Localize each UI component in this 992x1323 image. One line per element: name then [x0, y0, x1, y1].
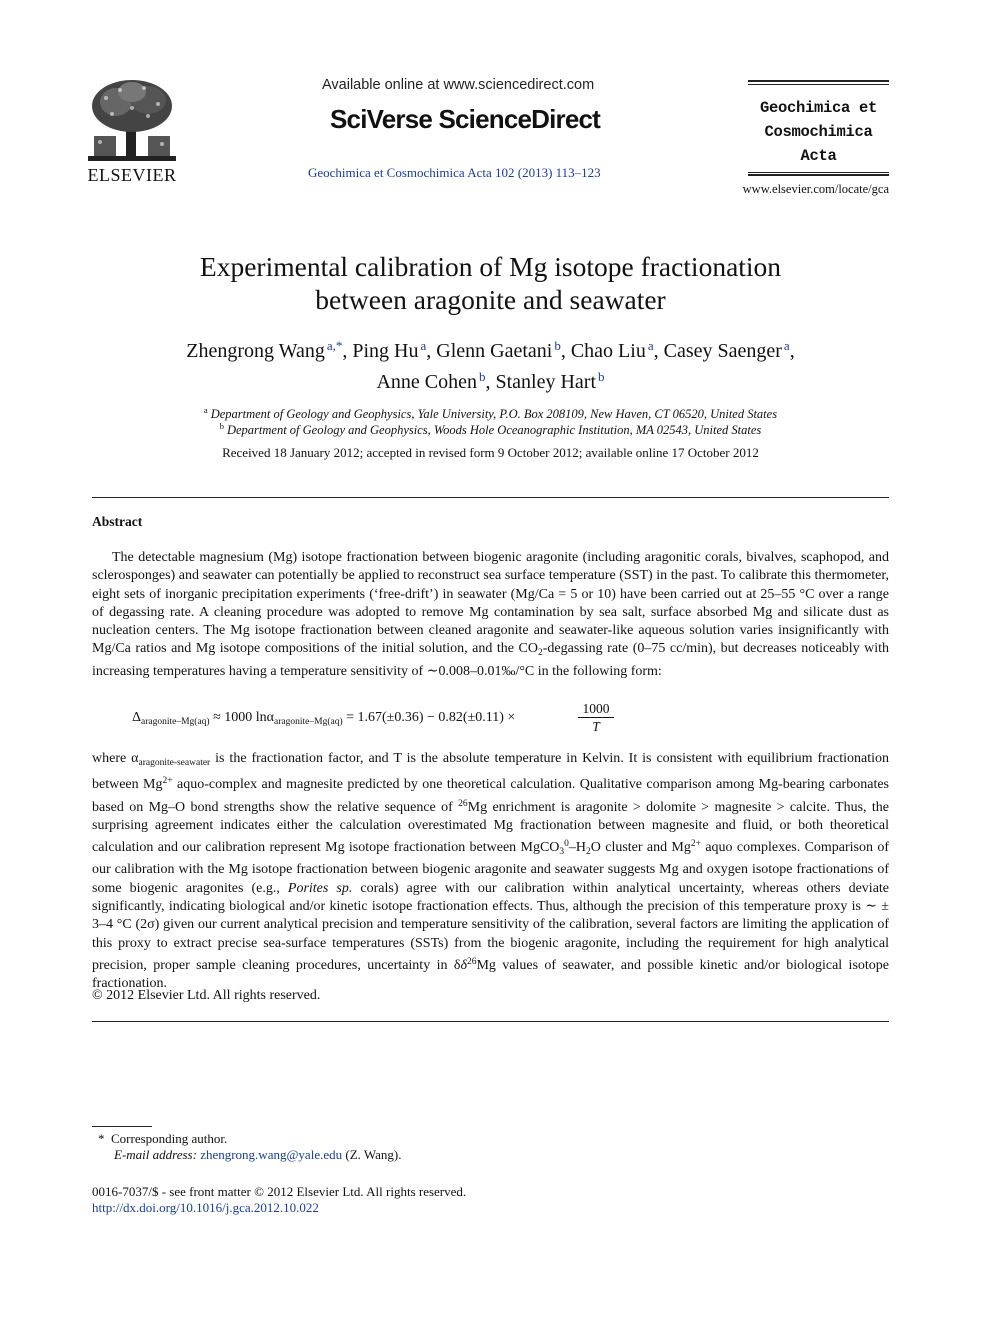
- issn-line: 0016-7037/$ - see front matter © 2012 Elsevier Ltd. All rights reserved.: [92, 1184, 467, 1199]
- title-line: Experimental calibration of Mg isotope fractionation: [199, 251, 782, 282]
- author-affiliation-mark: a: [647, 338, 654, 353]
- elsevier-logo: [80, 78, 184, 185]
- article-title: [92, 250, 889, 316]
- abstract-paragraph-1: The detectable magnesium (Mg) isotope fractionation between biogenic aragonite (including aragonitic corals, bivalves, scaphopod, and sclerosponges) and seawater can potentially be applied to reconstruct sea surface temperature (SST) in the past. To calibrate this thermometer, eight sets of inorganic precipitation experiments (‘free-drift’) in seawater (Mg/Ca = 5 or 10) have been carried out at 25–55 °C over a range of degassing rate. A cleaning procedure was adopted to remove Mg contamination by sea salt, surface absorbed Mg and silicate dust as nucleation centers. The Mg isotope fractionation between cleaned aragonite and seawater-like aqueous solution varies insignificantly with Mg/Ca ratios and Mg isotope compositions of the initial solution, and the $CO_2$-degassing rate (0–75 cc/min), but decreases noticeably with increasing temperatures having a temperature sensitivity of ∼0.008–0.01‰/°C in the following form:: [92, 550, 890, 679]
- elsevier-tree-icon: [86, 78, 178, 162]
- author-affiliation-mark: b: [598, 369, 605, 384]
- abstract-paragraph-2: where $\alpha_{aragonite-seawater}$ is the fractionation factor, and T is the absolute temperature in Kelvin. It is consistent with equilibrium fractionation between $Mg^{2+}$ aquo-complex and magnesite predicted by one theoretical calculation. Qualitative comparison among Mg-bearing carbonates based on Mg–O bond strengths show the relative sequence of $^{26}$Mg enrichment is aragonite > dolomite > magnesite > calcite. Thus, the surprising agreement indicates either the calculation overestimated Mg fractionation between magnesite and fluid, or both theoretical calculation and our calibration represent Mg isotope fractionation between $MgCO_3^0-H_2O$ cluster and $Mg^{2+}$ aquo complexes. Comparison of our calibration with the Mg isotope fractionation between biogenic aragonite and seawater suggests Mg and oxygen isotope fractionations of some biogenic aragonites (e.g., Porites sp. corals) agree with our calibration within analytical uncertainty, whereas others deviate significantly, indicating biological and/or kinetic isotope fractionation effects. Thus, although the precision of this temperature proxy is ∼ ± 3–4 °C (2σ) given our current analytical precision and temperature sensitivity of the calibration, several factors are limiting the application of this proxy to extract precise sea-surface temperatures (SSTs) from the biogenic aragonite, including the requirement for high analytical precision, proper sample cleaning procedures, uncertainty in $\delta\delta^{26}Mg$ values of seawater, and possible kinetic and/or biological isotope fractionation.: [92, 751, 890, 992]
- journal-name: [748, 96, 889, 168]
- journal-reference-link[interactable]: Geochimica et Cosmochimica Acta 102 (2013) 113–123: [308, 165, 601, 180]
- author-affiliation-mark: b: [479, 369, 486, 384]
- divider: [92, 497, 889, 498]
- divider: [92, 1021, 889, 1022]
- journal-rule-bottom: [748, 172, 889, 176]
- copyright-notice: © 2012 Elsevier Ltd. All rights reserved.: [92, 988, 321, 1003]
- author-list: [92, 333, 889, 395]
- equation-fraction: $\frac{1000}{T}$: [578, 700, 614, 735]
- author-name[interactable]: Anne Cohen: [376, 371, 477, 393]
- author-line: Anne Cohen $^b$, Stanley Hart $^b$: [376, 369, 605, 393]
- email-link[interactable]: zhengrong.wang@yale.edu: [200, 1147, 343, 1162]
- article-dates: Received 18 January 2012; accepted in revised form 9 October 2012; available online 17 October 2012: [222, 445, 759, 460]
- author-affiliation-mark: a: [420, 338, 427, 353]
- affiliation-a: $^a$ Department of Geology and Geophysics, Yale University, P.O. Box 208109, New Haven, CT 06520, United States: [203, 405, 778, 421]
- author-affiliation-mark: a: [783, 338, 790, 353]
- doi-link[interactable]: http://dx.doi.org/10.1016/j.gca.2012.10.022: [92, 1200, 319, 1215]
- author-line: Zhengrong Wang $^{a,*}$, Ping Hu $^a$, Glenn Gaetani $^b$, Chao Liu $^a$, Casey Saenger $^a$,: [186, 338, 795, 362]
- author-name[interactable]: Glenn Gaetani: [436, 340, 553, 362]
- sciverse-logo: SciVerse ScienceDirect: [330, 104, 601, 134]
- author-name[interactable]: Casey Saenger: [663, 340, 782, 362]
- journal-rule-top: [748, 80, 889, 85]
- available-online-text: Available online at www.sciencedirect.com: [322, 77, 595, 93]
- publisher-logo-text: ELSEVIER: [87, 165, 177, 185]
- abstract-heading: Abstract: [92, 514, 143, 529]
- calibration-equation: $\Delta_{aragonite-Mg(aq)} \approx 1000$ lnα$_{aragonite-Mg(aq)}$ = 1.67(±0.36) − 0.82(±0.11) × $\frac{1000}{T}$: [132, 700, 632, 734]
- author-affiliation-mark: a,*: [326, 338, 343, 353]
- author-name[interactable]: Ping Hu: [352, 340, 419, 362]
- footnote-rule: [92, 1126, 152, 1127]
- author-name[interactable]: Zhengrong Wang: [186, 340, 325, 362]
- journal-url[interactable]: www.elsevier.com/locate/gca: [742, 182, 889, 196]
- journal-name-line: Acta: [800, 147, 837, 165]
- journal-name-line: Cosmochimica: [764, 123, 873, 141]
- corresponding-author-note: * Corresponding author.: [98, 1131, 228, 1146]
- title-line: between aragonite and seawater: [315, 284, 666, 315]
- affiliation-b: $^b$ Department of Geology and Geophysics, Woods Hole Oceanographic Institution, MA 02543, United States: [219, 421, 762, 437]
- author-name[interactable]: Chao Liu: [570, 340, 646, 362]
- author-affiliation-mark: b: [554, 338, 561, 353]
- author-name[interactable]: Stanley Hart: [495, 371, 597, 393]
- email-note: E-mail address: zhengrong.wang@yale.edu (Z. Wang).: [114, 1147, 402, 1162]
- journal-name-line: Geochimica et: [759, 99, 878, 117]
